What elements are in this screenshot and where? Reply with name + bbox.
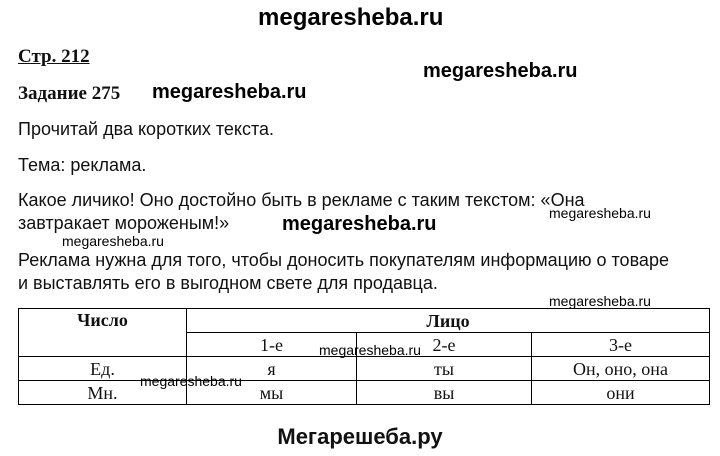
row-number: Мн. (19, 381, 187, 405)
table-cell: они (532, 381, 710, 405)
footer-watermark: Мегарешеба.ру (277, 424, 443, 449)
watermark-right-head: megaresheba.ru (423, 60, 578, 82)
table-cell: я (187, 357, 357, 381)
table-cell: Он, оно, она (532, 357, 710, 381)
header-person: Лицо (187, 309, 710, 333)
watermark-small-left: megaresheba.ru (62, 233, 164, 249)
header-number: Число (19, 309, 187, 357)
person-3: 3-е (532, 333, 710, 357)
text2-line1: Реклама нужна для того, чтобы доносить покупателям информацию о товаре (18, 250, 669, 270)
table-row (19, 381, 710, 405)
topic-text: Тема: реклама. (18, 155, 147, 175)
task-label: Задание 275 (18, 83, 121, 104)
watermark-mid-large: megaresheba.ru (282, 213, 437, 235)
page-label: Стр. 212 (18, 46, 90, 67)
table-cell: ты (357, 357, 532, 381)
table-row (19, 357, 710, 381)
person-2: 2-е (357, 333, 532, 357)
watermark-small-right2: megaresheba.ru (549, 293, 651, 309)
person-1: 1-е (187, 333, 357, 357)
watermark-top: megaresheba.ru (258, 4, 444, 31)
watermark-task-line: megaresheba.ru (152, 81, 307, 103)
text1-line1: Какое личико! Оно достойно быть в рекламе с таким текстом: «Она (18, 190, 585, 210)
watermark-small-right: megaresheba.ru (549, 205, 651, 221)
instruction-text: Прочитай два коротких текста. (18, 119, 275, 139)
text2-line2: и выставлять его в выгодном свете для продавца. (18, 273, 438, 293)
table-header-row (19, 309, 710, 333)
watermark-table-left: megaresheba.ru (140, 373, 242, 389)
watermark-table-center: megaresheba.ru (319, 342, 421, 358)
table-cell: вы (357, 381, 532, 405)
text1-line2: завтракает мороженым!» (18, 213, 230, 233)
row-number: Ед. (19, 357, 187, 381)
table-cell: мы (187, 381, 357, 405)
